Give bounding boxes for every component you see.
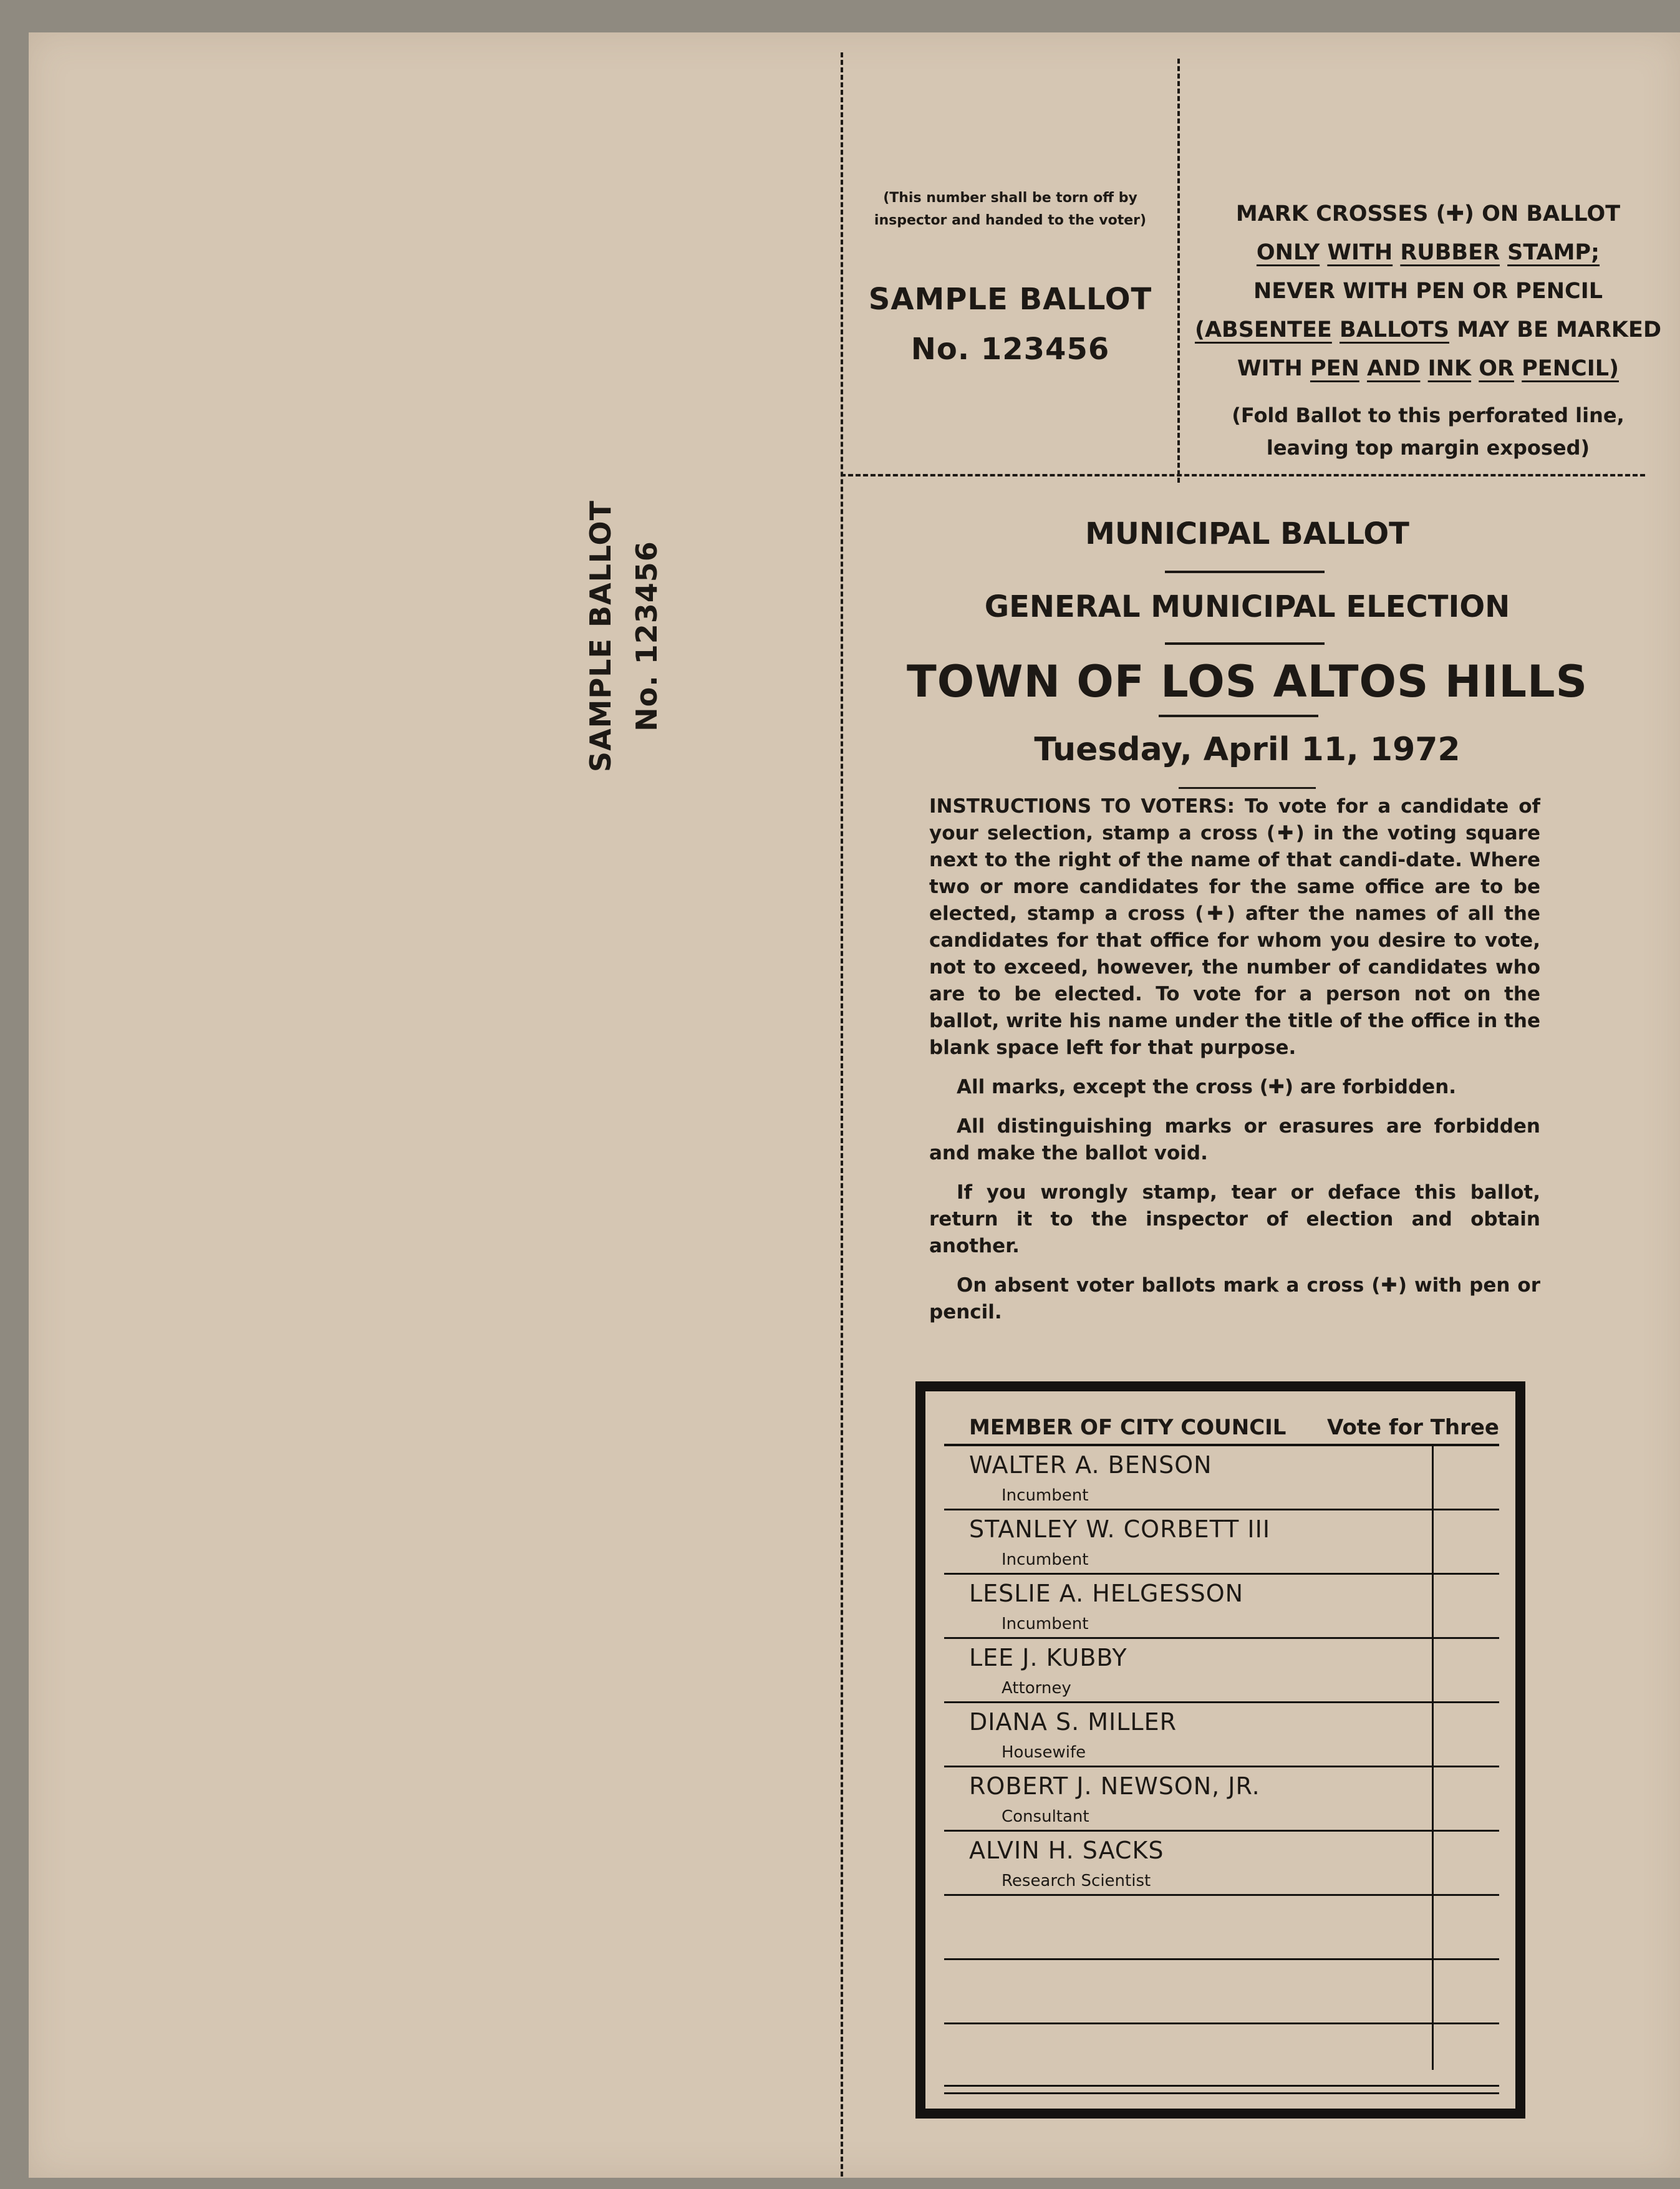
instructions-paragraph: On absent voter ballots mark a cross (✚) with pen or pencil. [929,1274,1540,1323]
candidate-occupation: Incumbent [1002,1486,1089,1505]
candidate-row [944,1575,1499,1639]
candidate-name: STANLEY W. CORBETT III [969,1515,1271,1543]
fold-perforation-line [841,474,1645,476]
election-title: GENERAL MUNICIPAL ELECTION [984,589,1510,624]
fold-instructions: (Fold Ballot to this perforated line, leaving top margin exposed) [1232,403,1624,460]
voting-square[interactable] [1432,1832,1499,1894]
candidate-row [944,1703,1499,1767]
office-title: MEMBER OF CITY COUNCIL [969,1415,1287,1440]
vote-for-count: Vote for Three [1326,1415,1499,1440]
instructions-paragraph: INSTRUCTIONS TO VOTERS: To vote for a candidate of your selection, stamp a cross (✚) in the voting square next to the right of the name of that candi-date. Where two or more candidates for the same office are to be elected, stamp a cross (✚) after the names of all the candidates for that office for whom you desire to vote, not to exceed, however, the number of candidates who are to be elected. To vote for a person not on the ballot, write his name under the title of the office in the blank space left for that purpose. [929,795,1540,1059]
candidate-row [944,1767,1499,1832]
instructions-paragraph: All marks, except the cross (✚) are forbidden. [957,1076,1457,1098]
voting-square[interactable] [1432,1703,1499,1766]
voting-square[interactable] [1432,1510,1499,1573]
candidate-row [944,1639,1499,1703]
voting-square[interactable] [1432,1767,1499,1830]
voting-square[interactable] [1432,1446,1499,1509]
candidate-name: LEE J. KUBBY [969,1644,1127,1671]
town-title: TOWN OF LOS ALTOS HILLS [906,656,1588,707]
candidate-row [944,1446,1499,1510]
voter-instructions [929,793,1540,1338]
box-footer-rule [944,2092,1499,2094]
election-date: Tuesday, April 11, 1972 [1034,731,1460,768]
write-in-row[interactable] [944,1960,1499,2024]
candidate-name: ALVIN H. SACKS [969,1837,1164,1864]
instructions-paragraph: If you wrongly stamp, tear or deface this ballot, return it to the inspector of election and obtain another. [929,1181,1540,1257]
voting-square[interactable] [1432,1639,1499,1701]
candidate-name: LESLIE A. HELGESSON [969,1580,1244,1607]
marking-instructions: MARK CROSSES (✚) ON BALLOT ONLY WITH RUBBER STAMP; NEVER WITH PEN OR PENCIL (ABSENTEE BALLOTS MAY BE MARKED WITH PEN AND INK OR PENCIL) [1194,201,1662,381]
voting-square[interactable] [1432,1960,1499,2022]
stub-perforation-line [1177,59,1180,483]
divider [1179,787,1316,789]
city-council-contest [915,1381,1525,2119]
candidate-occupation: Incumbent [1002,1615,1089,1633]
divider [1159,715,1318,717]
write-in-row[interactable] [944,1896,1499,1960]
candidate-occupation: Attorney [1002,1679,1071,1698]
contest-header [944,1413,1499,1446]
candidate-name: DIANA S. MILLER [969,1708,1177,1736]
candidate-name: ROBERT J. NEWSON, JR. [969,1772,1260,1800]
candidate-occupation: Incumbent [1002,1550,1089,1569]
divider [1165,571,1325,573]
candidate-row [944,1510,1499,1575]
box-footer-rule [944,2085,1499,2087]
side-stub-ballot-number: SAMPLE BALLOT No. 123456 [584,500,664,773]
voting-square[interactable] [1432,1575,1499,1637]
voting-square[interactable] [1432,1896,1499,1958]
candidate-occupation: Housewife [1002,1743,1086,1762]
divider [1165,642,1325,645]
write-in-row[interactable] [944,2024,1499,2089]
ballot-type-title: MUNICIPAL BALLOT [1085,516,1409,551]
voting-square[interactable] [1432,2024,1499,2087]
candidate-name: WALTER A. BENSON [969,1451,1212,1479]
instructions-paragraph: All distinguishing marks or erasures are forbidden and make the ballot void. [929,1115,1540,1164]
candidate-row [944,1832,1499,1896]
candidate-occupation: Research Scientist [1002,1872,1151,1890]
stub-tear-off-note: (This number shall be torn off by inspector and handed to the voter) [874,190,1147,228]
candidate-occupation: Consultant [1002,1807,1089,1826]
stub-ballot-number: SAMPLE BALLOT No. 123456 [868,282,1152,367]
